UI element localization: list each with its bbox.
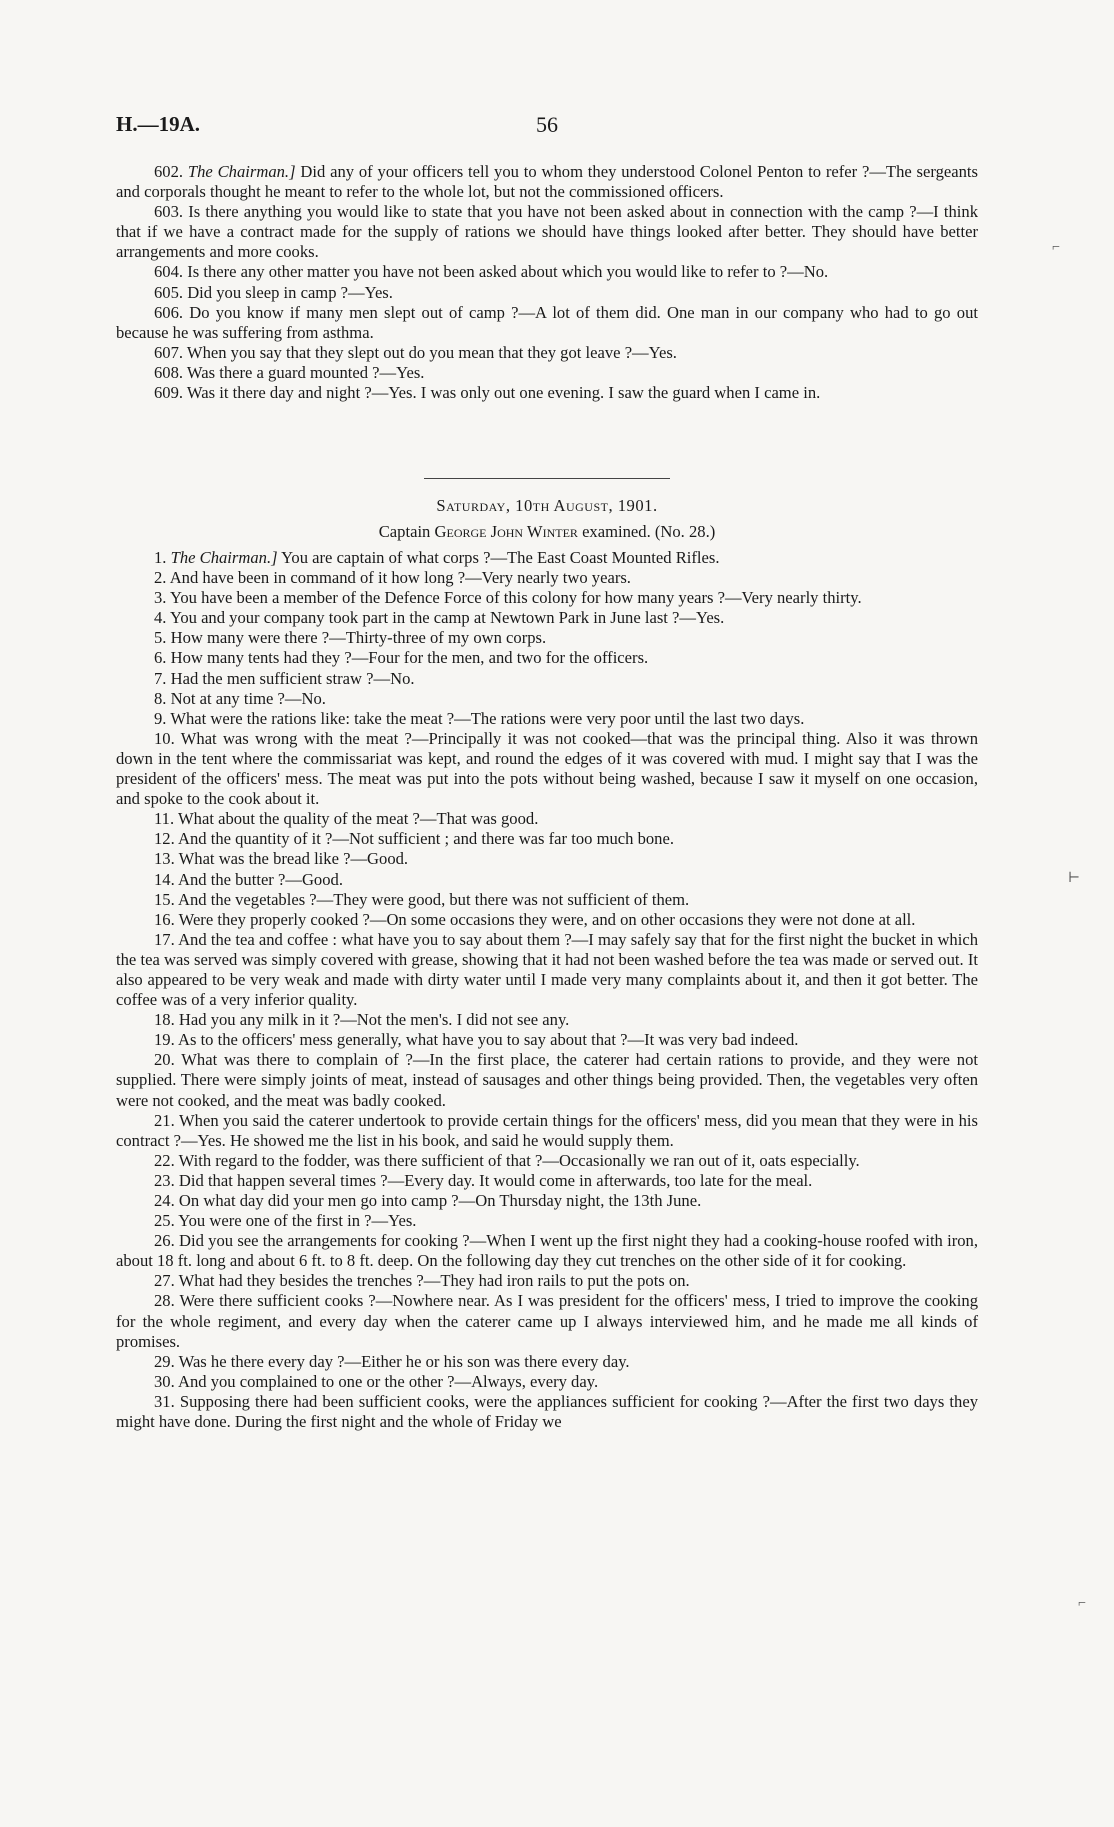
- question-answer-text: You are captain of what corps ?—The East Coast Mounted Rifles.: [277, 548, 720, 567]
- question-number: 26.: [154, 1231, 175, 1251]
- testimony-paragraph: [116, 1211, 978, 1231]
- question-number: 25.: [154, 1211, 175, 1231]
- testimony-paragraph: [116, 1392, 978, 1432]
- testimony-paragraph: [116, 343, 978, 363]
- question-answer-text: What was wrong with the meat ?—Principally it was not cooked—that was the principal thing. Also it was thrown down in the tent where the commissariat was kept, and round the edges of it was covered with mud. I might say that I was the president of the officers' mess. The meat was put into the pots without being washed, because I saw it myself on one occasion, and spoke to the cook about it.: [116, 728, 978, 809]
- question-answer-text: And the tea and coffee : what have you to say about them ?—I may safely say that for the first night the bucket in which the tea was served was simply covered with grease, showing that it had not been washed before the tea was made or served out. It also appeared to be very weak and made with dirty water until I made very many complaints about it, and then it got better. The coffee was of a very inferior quality.: [116, 929, 979, 1010]
- question-answer-text: How many tents had they ?—Four for the men, and two for the officers.: [170, 648, 649, 668]
- question-answer-text: Was it there day and night ?—Yes. I was only out one evening. I saw the guard when I came in.: [186, 383, 821, 403]
- question-answer-text: What was the bread like ?—Good.: [178, 849, 409, 869]
- question-answer-text: Was there a guard mounted ?—Yes.: [186, 362, 425, 382]
- question-number: 30.: [154, 1371, 175, 1391]
- question-number: 5.: [154, 628, 167, 648]
- testimony-paragraph: [116, 1151, 978, 1171]
- testimony-paragraph: [116, 669, 978, 689]
- question-answer-text: On what day did your men go into camp ?—On Thursday night, the 13th June.: [178, 1191, 702, 1210]
- question-answer-text: Were there sufficient cooks ?—Nowhere near. As I was president for the officers' mess, I tried to improve the cooking for the whole regiment, and every day when the caterer came up I always interviewed him, and he made me all kinds of promises.: [116, 1291, 978, 1351]
- speaker-label: The Chairman.]: [187, 162, 296, 181]
- question-answer-text: Not at any time ?—No.: [170, 688, 326, 708]
- question-answer-text: Had the men sufficient straw ?—No.: [170, 668, 415, 688]
- question-number: 27.: [154, 1271, 175, 1291]
- question-number: 20.: [154, 1050, 175, 1070]
- session-date: Saturday, 10th August, 1901.: [436, 496, 658, 515]
- margin-mark: ⌐: [1052, 240, 1060, 255]
- page-header: [116, 112, 976, 142]
- testimony-paragraph: [116, 548, 978, 568]
- question-answer-text: Did that happen several times ?—Every day. It would come in afterwards, too late for the meal.: [178, 1170, 813, 1190]
- question-number: 16.: [154, 909, 175, 929]
- question-answer-text: You have been a member of the Defence Force of this colony for how many years ?—Very nearly thirty.: [170, 588, 862, 608]
- question-number: 24.: [154, 1191, 175, 1210]
- testimony-paragraph: [116, 809, 978, 829]
- question-number: 31.: [154, 1391, 175, 1411]
- question-number: 14.: [154, 869, 175, 889]
- question-number: 23.: [154, 1170, 175, 1190]
- testimony-paragraph: [116, 930, 978, 1010]
- question-answer-text: When you said the caterer undertook to provide certain things for the officers' mess, did you mean that they were in his contract ?—Yes. He showed me the list in his book, and said he would supply them.: [116, 1110, 978, 1150]
- question-number: 604.: [154, 262, 184, 282]
- witness-name: George John Winter: [434, 522, 578, 541]
- testimony-paragraph: [116, 363, 978, 383]
- testimony-paragraph: [116, 870, 978, 890]
- speaker-label: The Chairman.]: [170, 548, 278, 567]
- question-number: 607.: [154, 342, 184, 362]
- question-number: 8.: [154, 688, 167, 708]
- question-answer-text: What about the quality of the meat ?—That was good.: [178, 809, 539, 829]
- question-answer-text: And you complained to one or the other ?—Always, every day.: [177, 1371, 599, 1391]
- testimony-paragraph: [116, 689, 978, 709]
- testimony-paragraph: [116, 1111, 978, 1151]
- question-number: 10.: [154, 728, 175, 748]
- question-number: 605.: [154, 282, 184, 302]
- question-answer-text: Did you sleep in camp ?—Yes.: [187, 282, 393, 302]
- margin-mark: ⊢: [1068, 871, 1081, 886]
- testimony-paragraph: [116, 1050, 978, 1110]
- question-number: 19.: [154, 1030, 175, 1050]
- testimony-paragraph: [116, 1171, 978, 1191]
- question-number: 28.: [154, 1291, 175, 1311]
- question-number: 11.: [154, 809, 175, 829]
- question-number: 29.: [154, 1351, 175, 1371]
- question-number: 17.: [154, 929, 175, 949]
- testimony-paragraph: [116, 262, 978, 282]
- testimony-paragraph: [116, 608, 978, 628]
- witness-prefix: Captain: [378, 522, 435, 541]
- question-number: 18.: [154, 1010, 175, 1030]
- witness-testimony: [116, 548, 978, 1432]
- question-number: 603.: [154, 202, 184, 222]
- question-answer-text: Did any of your officers tell you to whom they understood Colonel Penton to refer ?—The sergeants and corporals thought he meant to refer to the whole lot, but not the commissioned officers.: [116, 162, 978, 202]
- testimony-paragraph: [116, 1030, 978, 1050]
- question-number: 4.: [154, 608, 167, 628]
- section-divider: [424, 478, 670, 479]
- testimony-paragraph: [116, 1271, 978, 1291]
- question-answer-text: Was he there every day ?—Either he or his son was there every day.: [178, 1351, 630, 1371]
- question-number: 21.: [154, 1110, 175, 1130]
- testimony-paragraph: [116, 283, 978, 303]
- question-answer-text: And the vegetables ?—They were good, but there was not sufficient of them.: [177, 889, 690, 909]
- question-answer-text: When you say that they slept out do you mean that they got leave ?—Yes.: [186, 342, 677, 362]
- question-answer-text: Had you any milk in it ?—Not the men's. I did not see any.: [178, 1010, 570, 1030]
- testimony-paragraph: [116, 729, 978, 809]
- question-answer-text: You and your company took part in the camp at Newtown Park in June last ?—Yes.: [170, 608, 725, 628]
- testimony-paragraph: [116, 588, 978, 608]
- question-number: 12.: [154, 829, 175, 849]
- question-answer-text: What was there to complain of ?—In the first place, the caterer had certain rations to provide, and they were not supplied. There were simply joints of meat, instead of sausages and other things being provided. Then, the vegetables very often were not cooked, and the meat was badly cooked.: [116, 1050, 979, 1110]
- testimony-paragraph: [116, 648, 978, 668]
- margin-mark: ⌐: [1078, 1596, 1086, 1611]
- testimony-paragraph: [116, 628, 978, 648]
- question-answer-text: Supposing there had been sufficient cooks, were the appliances sufficient for cooking ?—After the first two days they might have done. During the first night and the whole of Friday we: [116, 1391, 978, 1432]
- question-number: 15.: [154, 889, 175, 909]
- question-answer-text: How many were there ?—Thirty-three of my own corps.: [170, 628, 547, 648]
- question-number: 6.: [154, 648, 167, 668]
- testimony-paragraph: [116, 890, 978, 910]
- testimony-paragraph: [116, 1291, 978, 1351]
- question-answer-text: Is there any other matter you have not been asked about which you would like to refer to ?—No.: [187, 262, 829, 282]
- question-number: 2.: [154, 568, 167, 588]
- testimony-paragraph: [116, 202, 978, 262]
- testimony-paragraph: [116, 1231, 978, 1271]
- document-reference: H.—19A.: [116, 112, 200, 136]
- question-number: 606.: [154, 302, 184, 322]
- testimony-paragraph: [116, 709, 978, 729]
- question-answer-text: Were they properly cooked ?—On some occasions they were, and on other occasions they were not done at all.: [178, 909, 916, 929]
- question-number: 13.: [154, 849, 175, 869]
- testimony-paragraph: [116, 1191, 978, 1211]
- testimony-paragraph: [116, 303, 978, 343]
- witness-suffix: examined. (No. 28.): [577, 522, 716, 541]
- testimony-paragraph: [116, 829, 978, 849]
- question-number: 1.: [154, 548, 167, 567]
- testimony-paragraph: [116, 162, 978, 202]
- testimony-paragraph: [116, 849, 978, 869]
- question-answer-text: You were one of the first in ?—Yes.: [178, 1211, 417, 1231]
- question-answer-text: And the butter ?—Good.: [177, 869, 343, 889]
- question-answer-text: Do you know if many men slept out of camp ?—A lot of them did. One man in our company who had to go out because he was suffering from asthma.: [116, 302, 979, 342]
- page-number: 56: [536, 112, 558, 137]
- testimony-paragraph: [116, 1372, 978, 1392]
- testimony-paragraph: [116, 568, 978, 588]
- question-answer-text: What had they besides the trenches ?—They had iron rails to put the pots on.: [178, 1271, 690, 1291]
- question-answer-text: And have been in command of it how long ?—Very nearly two years.: [169, 568, 631, 588]
- testimony-paragraph: [116, 1352, 978, 1372]
- question-number: 3.: [154, 588, 167, 608]
- question-answer-text: Did you see the arrangements for cooking ?—When I went up the first night they had a cooking-house roofed with iron, about 18 ft. long and about 6 ft. to 8 ft. deep. On the following day they cut trenches on the other side of it for cooking.: [116, 1231, 978, 1271]
- witness-heading: [116, 522, 978, 542]
- question-number: 602.: [154, 162, 184, 181]
- question-answer-text: Is there anything you would like to state that you have not been asked about in connection with the camp ?—I think that if we have a contract made for the supply of rations we should have things looked after better. They should have better arrangements and more cooks.: [116, 202, 978, 262]
- question-number: 609.: [154, 383, 184, 403]
- question-answer-text: What were the rations like: take the meat ?—The rations were very poor until the last two days.: [170, 708, 805, 728]
- question-answer-text: With regard to the fodder, was there sufficient of that ?—Occasionally we ran out of it, oats especially.: [178, 1150, 860, 1170]
- testimony-paragraph: [116, 910, 978, 930]
- question-answer-text: As to the officers' mess generally, what have you to say about that ?—It was very bad indeed.: [177, 1030, 799, 1050]
- testimony-paragraph: [116, 383, 978, 403]
- testimony-paragraph: [116, 1010, 978, 1030]
- question-number: 22.: [154, 1150, 175, 1170]
- question-answer-text: And the quantity of it ?—Not sufficient ; and there was far too much bone.: [177, 829, 674, 849]
- question-number: 7.: [154, 668, 167, 688]
- question-number: 9.: [154, 708, 167, 728]
- question-number: 608.: [154, 362, 184, 382]
- previous-testimony: [116, 162, 978, 403]
